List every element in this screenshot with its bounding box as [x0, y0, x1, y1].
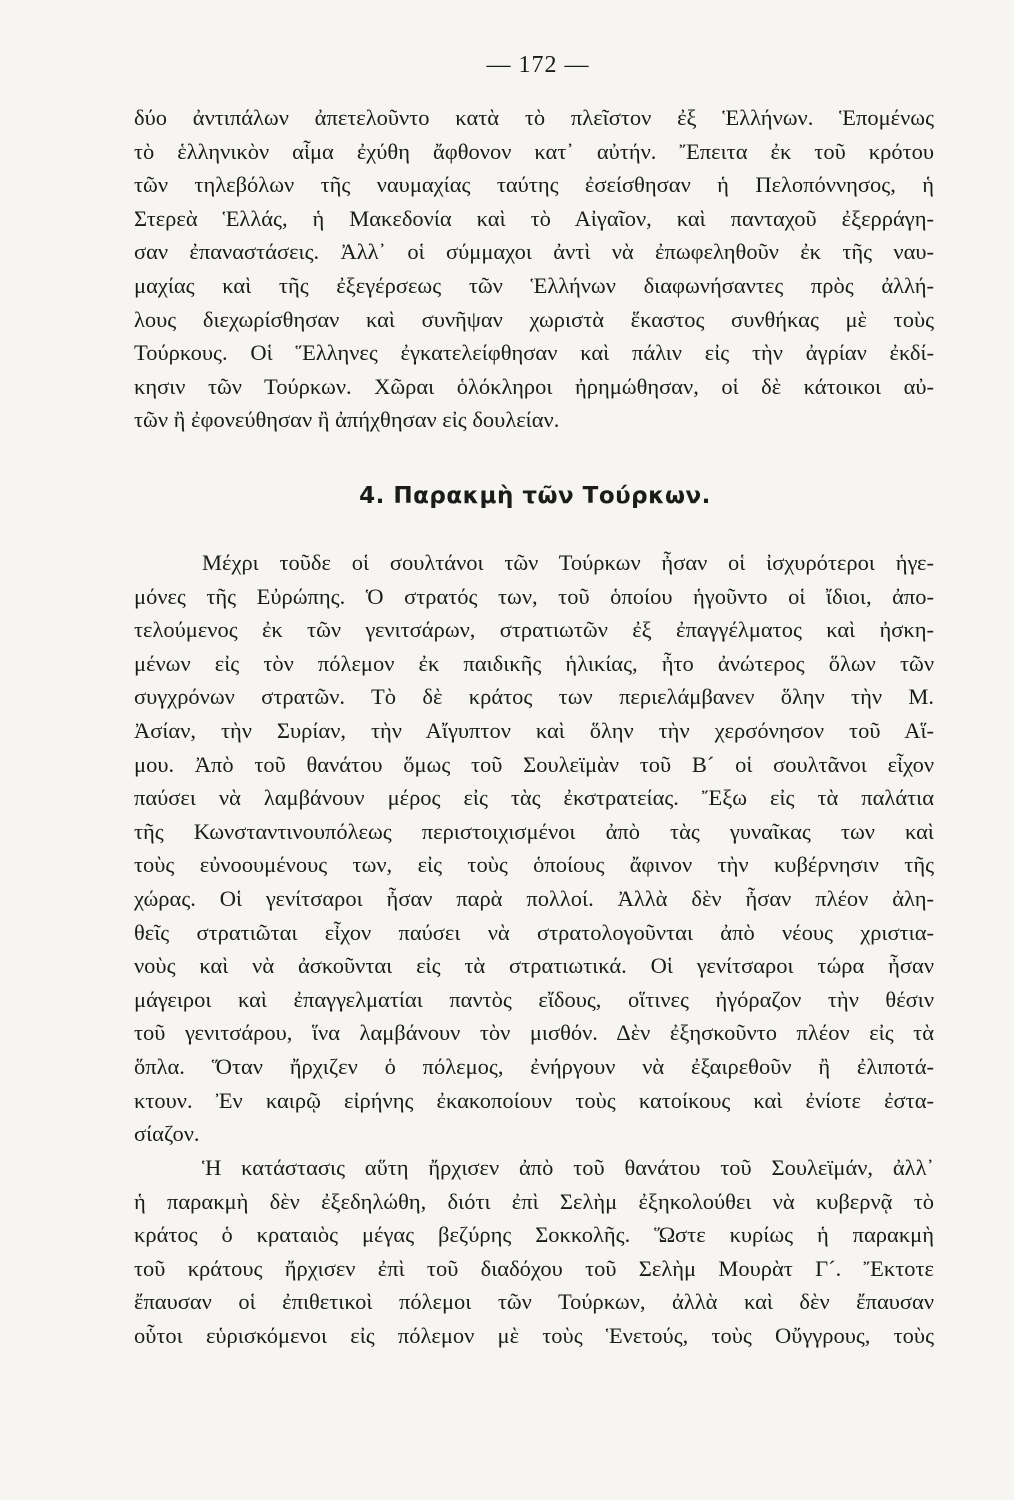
text-line: τοὺς εὐνοουμένους των, εἰς τοὺς ὁποίους ἄφινον τὴν κυβέρνησιν τῆς: [134, 852, 934, 878]
text-line: ὅπλα. Ὅταν ἤρχιζεν ὁ πόλεμος, ἐνήργουν νὰ ἐξαιρεθοῦν ἢ ἐλιποτά-: [134, 1053, 934, 1079]
text-line: τῆς Κωνσταντινουπόλεως περιστοιχισμένοι ἀπὸ τὰς γυναῖκας των καὶ: [134, 818, 934, 844]
text-line: Μέχρι τοῦδε οἱ σουλτάνοι τῶν Τούρκων ἦσαν οἱ ἰσχυρότεροι ἡγε-: [202, 550, 934, 575]
text-line: σαν ἐπαναστάσεις. Ἀλλ᾽ οἱ σύμμαχοι ἀντὶ νὰ ἐπωφεληθοῦν ἐκ τῆς ναυ-: [134, 239, 934, 265]
paragraph-3: [134, 1151, 934, 1353]
text-line: τὸ ἑλληνικὸν αἷμα ἐχύθη ἄφθονον κατ᾽ αὐτήν. Ἔπειτα ἐκ τοῦ κρότου: [134, 138, 934, 164]
text-line: λους διεχωρίσθησαν καὶ συνῆψαν χωριστὰ ἕκαστος συνθήκας μὲ τοὺς: [134, 306, 934, 332]
text-line: κτουν. Ἐν καιρῷ εἰρήνης ἐκακοποίουν τοὺς κατοίκους καὶ ἐνίοτε ἐστα-: [134, 1087, 934, 1113]
text-line: μαχίας καὶ τῆς ἐξεγέρσεως τῶν Ἑλλήνων διαφωνήσαντες πρὸς ἀλλή-: [134, 272, 934, 298]
page-number: — 172 —: [486, 52, 590, 78]
text-line: παύσει νὰ λαμβάνουν μέρος εἰς τὰς ἐκστρατείας. Ἔξω εἰς τὰ παλάτια: [134, 785, 934, 811]
text-line: κησιν τῶν Τούρκων. Χῶραι ὁλόκληροι ἠρημώθησαν, οἱ δὲ κάτοικοι αὐ-: [134, 373, 934, 399]
text-line: Ἀσίαν, τὴν Συρίαν, τὴν Αἴγυπτον καὶ ὅλην τὴν χερσόνησον τοῦ Αἵ-: [134, 717, 934, 743]
text-line: ἔπαυσαν οἱ ἐπιθετικοὶ πόλεμοι τῶν Τούρκων, ἀλλὰ καὶ δὲν ἔπαυσαν: [134, 1289, 934, 1315]
text-line: Στερεὰ Ἑλλάς, ἡ Μακεδονία καὶ τὸ Αἰγαῖον, καὶ πανταχοῦ ἐξερράγη-: [134, 205, 934, 231]
text-line: σίαζον.: [134, 1121, 200, 1147]
section-heading: 4. Παρακμὴ τῶν Τούρκων.: [359, 483, 711, 509]
text-line: τοῦ κράτους ἤρχισεν ἐπὶ τοῦ διαδόχου τοῦ Σελὴμ Μουρὰτ Γ´. Ἔκτοτε: [134, 1255, 934, 1281]
text-line: μου. Ἀπὸ τοῦ θανάτου ὅμως τοῦ Σουλεϊμὰν τοῦ Β´ οἱ σουλτᾶνοι εἶχον: [134, 751, 934, 777]
text-line: δύο ἀντιπάλων ἀπετελοῦντο κατὰ τὸ πλεῖστον ἐξ Ἑλλήνων. Ἑπομένως: [134, 105, 934, 130]
text-line: μόνες τῆς Εὐρώπης. Ὁ στρατός των, τοῦ ὁποίου ἡγοῦντο οἱ ἴδιοι, ἀπο-: [134, 583, 934, 609]
text-line: Τούρκους. Οἱ Ἕλληνες ἐγκατελείφθησαν καὶ πάλιν εἰς τὴν ἀγρίαν ἐκδί-: [134, 340, 934, 366]
text-line: συγχρόνων στρατῶν. Τὸ δὲ κράτος των περιελάμβανεν ὅλην τὴν Μ.: [134, 684, 934, 710]
text-line: τοῦ γενιτσάρου, ἵνα λαμβάνουν τὸν μισθόν. Δὲν ἐξησκοῦντο πλέον εἰς τὰ: [134, 1020, 934, 1046]
text-line: νοὺς καὶ νὰ ἀσκοῦνται εἰς τὰ στρατιωτικά. Οἱ γενίτσαροι τώρα ἦσαν: [134, 953, 934, 979]
paragraph-1: [134, 101, 934, 437]
text-line: χώρας. Οἱ γενίτσαροι ἦσαν παρὰ πολλοί. Ἀλλὰ δὲν ἦσαν πλέον ἀλη-: [134, 885, 934, 911]
text-line: οὗτοι εὑρισκόμενοι εἰς πόλεμον μὲ τοὺς Ἑνετούς, τοὺς Οὔγγρους, τοὺς: [134, 1322, 934, 1348]
text-line: μάγειροι καὶ ἐπαγγελματίαι παντὸς εἴδους, οἵτινες ἠγόραζον τὴν θέσιν: [134, 986, 934, 1012]
text-line: Ἡ κατάστασις αὕτη ἤρχισεν ἀπὸ τοῦ θανάτου τοῦ Σουλεϊμάν, ἀλλ᾽: [202, 1155, 934, 1180]
text-line: κράτος ὁ κραταιὸς μέγας βεζύρης Σοκκολῆς. Ὥστε κυρίως ἡ παρακμὴ: [134, 1222, 934, 1248]
paragraph-2: [134, 546, 934, 1151]
text-line: τελούμενος ἐκ τῶν γενιτσάρων, στρατιωτῶν ἐξ ἐπαγγέλματος καὶ ἠσκη-: [134, 617, 934, 643]
text-line: θεῖς στρατιῶται εἶχον παύσει νὰ στρατολογοῦνται ἀπὸ νέους χριστια-: [134, 919, 934, 945]
text-line: μένων εἰς τὸν πόλεμον ἐκ παιδικῆς ἡλικίας, ἦτο ἀνώτερος ὅλων τῶν: [134, 650, 934, 676]
text-line: τῶν ἢ ἐφονεύθησαν ἢ ἀπήχθησαν εἰς δουλείαν.: [134, 407, 560, 433]
text-line: τῶν τηλεβόλων τῆς ναυμαχίας ταύτης ἐσείσθησαν ἡ Πελοπόννησος, ἡ: [134, 172, 934, 198]
text-line: ἡ παρακμὴ δὲν ἐξεδηλώθη, διότι ἐπὶ Σελὴμ ἐξηκολούθει νὰ κυβερνᾷ τὸ: [134, 1188, 934, 1214]
